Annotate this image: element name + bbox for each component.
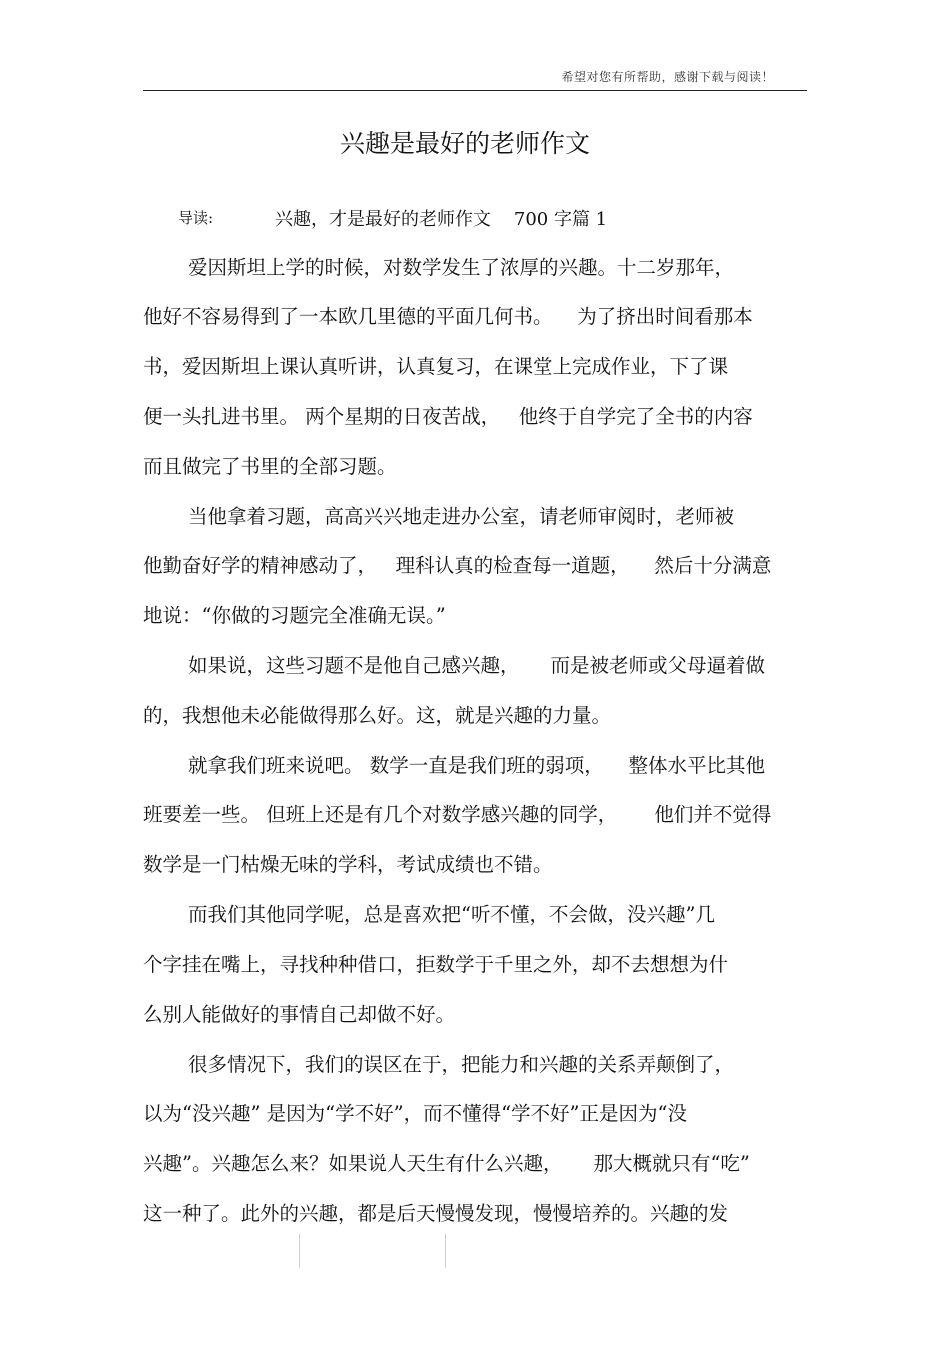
header-rule (143, 90, 807, 91)
text-line: 他勤奋好学的精神感动了， 理科认真的检查每一道题， 然后十分满意 (143, 554, 772, 577)
intro (178, 205, 818, 231)
text-line: 兴趣”。兴趣怎么来？如果说人天生有什么兴趣， 那大概就只有“吃” (143, 1152, 750, 1175)
text-line: 很多情况下，我们的误区在于，把能力和兴趣的关系弄颠倒了， (188, 1053, 735, 1076)
header-note: 希望对您有所帮助，感谢下载与阅读！ (561, 70, 774, 84)
text-line: 地说：“你做的习题完全准确无误。” (143, 604, 446, 627)
text-line: 就拿我们班来说吧。 数学一直是我们班的弱项， 整体水平比其他 (188, 754, 765, 777)
text-line: 数学是一门枯燥无味的学科，考试成绩也不错。 (143, 853, 553, 876)
page-divider-mark (445, 1234, 446, 1268)
text-line: 这一种了。此外的兴趣，都是后天慢慢发现，慢慢培养的。兴趣的发 (143, 1202, 729, 1225)
text-line: 书，爱因斯坦上课认真听讲，认真复习，在课堂上完成作业，下了课 (143, 355, 729, 378)
text-line: 而且做完了书里的全部习题。 (143, 455, 397, 478)
text-line: 当他拿着习题，高高兴兴地走进办公室，请老师审阅时，老师被 (188, 505, 735, 528)
text-line: 的，我想他未必能做得那么好。这，就是兴趣的力量。 (143, 704, 612, 727)
page-title: 兴趣是最好的老师作文 (339, 129, 590, 158)
text-line: 以为“没兴趣” 是因为“学不好”，而不懂得“学不好”正是因为“没 (143, 1102, 687, 1125)
text-line: 爱因斯坦上学的时候，对数学发生了浓厚的兴趣。十二岁那年， (188, 256, 735, 279)
text-line: 他好不容易得到了一本欧几里德的平面几何书。 为了挤出时间看那本 (143, 305, 753, 328)
text-line: 么别人能做好的事情自己却做不好。 (143, 1003, 456, 1026)
page-divider-mark (299, 1234, 300, 1268)
intro-label: 导读: (178, 209, 214, 227)
intro-text: 兴趣，才是最好的老师作文 700 字篇 1 (275, 209, 608, 230)
text-line: 班要差一些。 但班上还是有几个对数学感兴趣的同学， 他们并不觉得 (143, 803, 772, 826)
text-line: 便一头扎进书里。 两个星期的日夜苦战， 他终于自学完了全书的内容 (143, 405, 753, 428)
text-line: 个字挂在嘴上，寻找种种借口，拒数学于千里之外，却不去想想为什 (143, 953, 729, 976)
text-line: 而我们其他同学呢，总是喜欢把“听不懂，不会做，没兴趣”几 (188, 903, 715, 926)
text-line: 如果说，这些习题不是他自己感兴趣， 而是被老师或父母逼着做 (188, 654, 765, 677)
